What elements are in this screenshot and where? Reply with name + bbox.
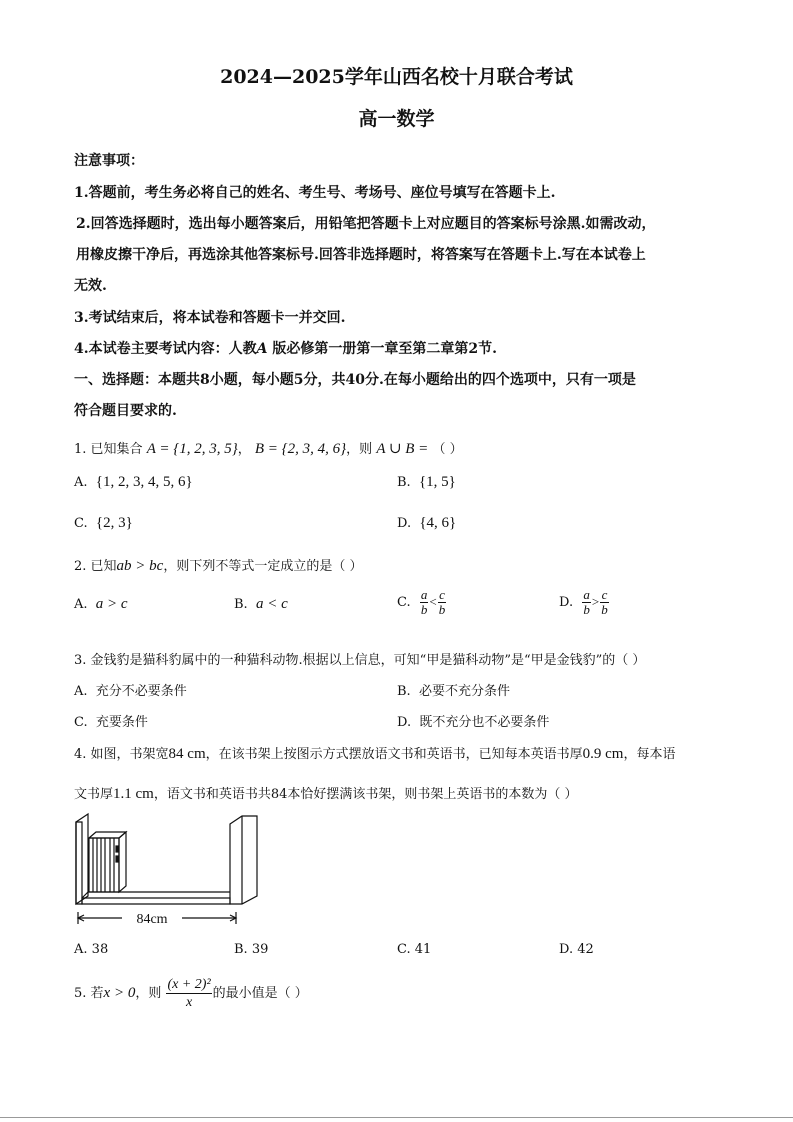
option-letter: D. [397,715,412,730]
option-text: a < c [255,596,288,612]
option-text: {4, 6} [419,515,457,531]
question-4-line-2 [74,783,578,803]
option-text: 充分不必要条件 [95,684,187,699]
page-bottom-rule [0,1117,793,1118]
notice-item-4-var: A [256,341,268,357]
q3-option-a [74,680,187,699]
option-text: a > c [95,596,128,612]
exam-title: 2024—2025学年山西名校十月联合考试 [220,66,573,88]
q2-option-a [74,596,128,613]
option-letter: D. [559,942,574,957]
option-letter: C. [74,715,88,730]
question-3-stem: 3. 金钱豹是猫科豹属中的一种猫科动物.根据以上信息，可知“甲是猫科动物”是“甲是金钱豹”的（ ） [74,653,646,668]
q2-option-c [397,588,447,617]
q4-option-c [397,942,431,957]
denominator: b [601,602,608,617]
fraction [582,588,591,617]
q2-option-d [559,588,610,617]
q1-option-a [74,474,193,491]
q4-width-value: 84 cm [168,746,206,762]
option-text: 充要条件 [95,715,148,730]
fraction [600,588,609,617]
option-text: {1, 5} [418,474,456,490]
notice-item-4 [74,338,497,358]
option-letter: C. [397,595,411,610]
q2-option-b [234,596,288,613]
q3-option-c [74,711,148,730]
option-letter: B. [234,942,248,957]
option-letter: C. [397,942,411,957]
option-text: 42 [577,942,594,957]
subject-title: 高一数学 [358,108,435,130]
option-letter: C. [74,516,88,531]
q4-option-d [559,942,594,957]
q1-option-d [397,515,456,532]
option-text: {1, 2, 3, 4, 5, 6} [95,474,193,490]
numerator: c [439,587,445,602]
q5-then: ，则 [135,986,162,1001]
notice-item-2-line-3: 无效. [74,278,107,294]
q1-set-b: B = {2, 3, 4, 6} [254,441,347,457]
operator: < [429,594,437,609]
option-letter: A. [74,684,88,699]
denominator: b [583,602,590,617]
notice-item-2-line-2: 用橡皮擦干净后，再选涂其他答案标号.回答非选择题时，将答案写在答题卡上.写在本试卷上 [76,247,646,263]
operator: > [591,594,600,609]
q5-prefix: 5. 若 [74,986,104,1001]
notice-item-1: 1.答题前，考生务必将自己的姓名、考生号、考场号、座位号填写在答题卡上. [74,185,556,201]
option-letter: B. [234,597,248,612]
figure-width-label: 84cm [136,912,168,927]
q1-option-b [397,474,456,491]
q5-fraction [166,976,211,1011]
q4-text: ，每本语 [623,747,676,762]
numerator: c [601,587,608,602]
option-letter: B. [397,684,411,699]
q1-then: ，则 [346,442,373,457]
question-4-line-1 [74,743,675,763]
q2-condition: ab > bc [116,558,164,574]
q4-chinese-thickness: 1.1 cm [113,786,154,802]
q4-option-a [74,942,108,957]
q4-text: ，语文书和英语书共84本恰好摆满该书架，则书架上英语书的本数为（ ） [153,787,578,802]
numerator: a [583,587,590,602]
q1-option-c [74,515,133,532]
question-2-stem [74,555,362,575]
q4-text: 文书厚 [74,787,114,802]
denominator: b [438,602,446,617]
q1-paren: （ ） [432,442,463,457]
option-text: 必要不充分条件 [418,684,510,699]
denominator: x [185,995,193,1010]
option-letter: B. [397,475,411,490]
option-letter: A. [74,942,88,957]
q3-option-d [397,711,549,730]
books-stack [89,832,126,892]
shelf-right-panel [230,816,257,904]
q4-option-b [234,942,268,957]
section-1-line-1: 一、选择题：本题共8小题，每小题5分，共40分.在每小题给出的四个选项中，只有一项是 [74,372,636,388]
q4-text: ，在该书架上按图示方式摆放语文书和英语书，已知每本英语书厚 [205,747,583,762]
option-letter: D. [559,595,574,610]
option-text: 41 [414,942,432,957]
section-1-line-2: 符合题目要求的. [74,403,177,419]
fraction [420,588,429,617]
q5-condition: x > 0 [103,985,136,1001]
q1-prefix: 1. 已知集合 [74,442,143,457]
numerator: a [420,587,428,602]
option-text: 既不充分也不必要条件 [419,715,550,730]
q1-comma: ， [237,442,251,457]
q4-english-thickness: 0.9 cm [582,746,624,762]
q4-text: 4. 如图，书架宽 [74,747,169,762]
option-letter: A. [74,597,88,612]
shelf-base [82,898,230,904]
q5-suffix: 的最小值是（ ） [212,986,308,1001]
option-letter: A. [74,475,88,490]
option-text: 38 [91,942,109,957]
q2-suffix: ，则下列不等式一定成立的是（ ） [163,559,363,574]
notice-item-4-pre: 4.本试卷主要考试内容：人教 [74,341,257,357]
option-text: 39 [251,942,269,957]
bookshelf-figure [70,808,270,928]
q1-expr: A ∪ B = [376,441,429,457]
fraction [438,588,447,617]
q2-prefix: 2. 已知 [74,559,117,574]
notice-item-3: 3.考试结束后，将本试卷和答题卡一并交回. [74,310,346,326]
q1-set-a: A = {1, 2, 3, 5} [146,441,238,457]
notice-item-2-line-1: 2.回答选择题时，选出每小题答案后，用铅笔把答题卡上对应题目的答案标号涂黑.如需改动， [76,216,656,232]
numerator: (x + 2)² [167,977,211,992]
option-text: {2, 3} [95,515,133,531]
notice-item-4-post: 版必修第一册第一章至第二章第2节. [267,341,497,357]
denominator: b [420,602,428,617]
notice-heading: 注意事项： [74,153,144,169]
question-5-stem [74,976,308,1011]
question-1-stem [74,438,463,458]
q3-option-b [397,680,510,699]
option-letter: D. [397,516,412,531]
